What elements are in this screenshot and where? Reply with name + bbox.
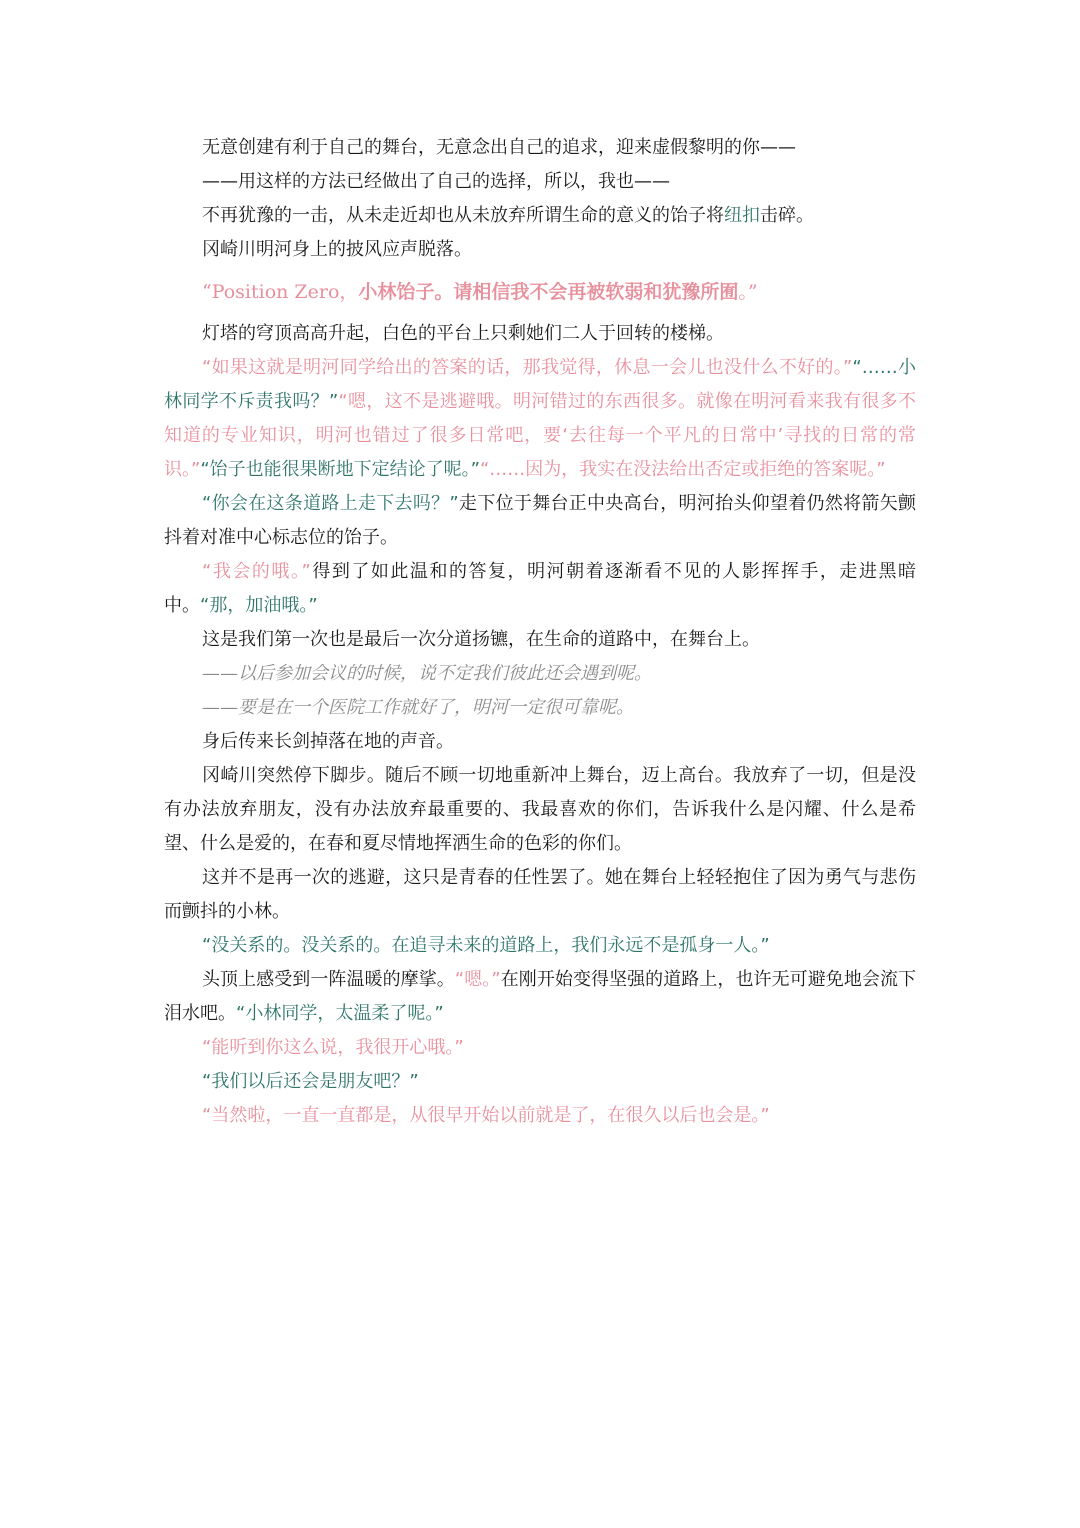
dialogue-paragraph: [164, 1031, 916, 1065]
paragraph: [164, 233, 916, 267]
pink-dialogue: “我会的哦。”: [202, 561, 311, 582]
green-dialogue: “那，加油哦。”: [200, 595, 318, 616]
narration-text: 击碎。: [760, 205, 814, 226]
paragraph: [164, 131, 916, 165]
pink-dialogue: “嗯，这不是逃避哦。明河错过的东西很多。就像在明河看来我有很多不知道的专业知识，明河也错过了很多日常吧，要‘去往每一个平凡的日常中’寻找的日常的常识。”: [164, 391, 916, 480]
declaration-prefix: “Position Zero，: [202, 281, 359, 303]
dialogue-paragraph: [164, 351, 916, 487]
green-dialogue: “饴子也能很果断地下定结论了呢。”: [200, 459, 480, 480]
pink-dialogue: “嗯。”: [454, 969, 501, 990]
green-dialogue: “小林同学，太温柔了呢。”: [236, 1003, 444, 1024]
inner-thought: [164, 657, 916, 691]
narration-text: 得到了如此温和的答复，明河朝着逐渐看不见的人影挥挥手，走进黑暗中。: [164, 561, 917, 616]
narration-text: 这并不是再一次的逃避，这只是青春的任性罢了。她在舞台上轻轻抱住了因为勇气与悲伤而颤抖的小林。: [164, 867, 916, 922]
paragraph: [164, 861, 916, 929]
dialogue-paragraph: [164, 1099, 916, 1133]
narration-text: 这是我们第一次也是最后一次分道扬镳，在生命的道路中，在舞台上。: [202, 629, 760, 650]
paragraph: [164, 623, 916, 657]
inner-thought: [164, 691, 916, 725]
green-dialogue: “我们以后还会是朋友吧？”: [202, 1071, 419, 1092]
declaration-line: [164, 275, 916, 309]
narration-text: 冈崎川突然停下脚步。随后不顾一切地重新冲上舞台，迈上高台。我放弃了一切，但是没有办法放弃朋友，没有办法放弃最重要的、我最喜欢的你们，告诉我什么是闪耀、什么是希望、什么是爱的，在春和夏尽情地挥洒生命的色彩的你们。: [164, 765, 916, 854]
narration-text: 不再犹豫的一击，从未走近却也从未放弃所谓生命的意义的饴子将: [202, 205, 724, 226]
dialogue-paragraph: [164, 929, 916, 963]
green-dialogue: “没关系的。没关系的。在追寻未来的道路上，我们永远不是孤身一人。”: [202, 935, 770, 956]
declaration-suffix: 。”: [738, 281, 758, 303]
green-dialogue: “你会在这条道路上走下去吗？”: [202, 493, 459, 514]
italic-text: ——要是在一个医院工作就好了，明河一定很可靠呢。: [202, 697, 634, 718]
dialogue-paragraph: [164, 963, 916, 1031]
pink-dialogue: “当然啦，一直一直都是，从很早开始以前就是了，在很久以后也会是。”: [202, 1105, 770, 1126]
narration-text: 冈崎川明河身上的披风应声脱落。: [202, 239, 472, 260]
dialogue-paragraph: [164, 1065, 916, 1099]
highlighted-word: 纽扣: [724, 205, 760, 226]
narration-text: 头顶上感受到一阵温暖的摩挲。: [202, 969, 455, 990]
paragraph: [164, 759, 916, 861]
narration-text: 灯塔的穹顶高高升起，白色的平台上只剩她们二人于回转的楼梯。: [202, 323, 724, 344]
declaration-text: 小林饴子。请相信我不会再被软弱和犹豫所囿: [358, 281, 739, 303]
story-text: [164, 131, 916, 1133]
paragraph: [164, 199, 916, 233]
pink-dialogue: “如果这就是明河同学给出的答案的话，那我觉得，休息一会儿也没什么不好的。”: [202, 357, 853, 378]
italic-text: ——以后参加会议的时候，说不定我们彼此还会遇到呢。: [202, 663, 652, 684]
pink-dialogue: “能听到你这么说，我很开心哦。”: [202, 1037, 464, 1058]
narration-text: 无意创建有利于自己的舞台，无意念出自己的追求，迎来虚假黎明的你——: [202, 137, 796, 158]
narration-text: 身后传来长剑掉落在地的声音。: [202, 731, 454, 752]
paragraph: [164, 317, 916, 351]
green-dialogue: “……小林同学不斥责我吗？”: [164, 357, 916, 412]
narration-text: ——用这样的方法已经做出了自己的选择，所以，我也——: [202, 171, 670, 192]
dialogue-paragraph: [164, 555, 916, 623]
paragraph: [164, 165, 916, 199]
narration-text: 在刚开始变得坚强的道路上，也许无可避免地会流下泪水吧。: [164, 969, 917, 1024]
dialogue-paragraph: [164, 487, 916, 555]
pink-dialogue: “……因为，我实在没法给出否定或拒绝的答案呢。”: [479, 459, 886, 480]
narration-text: 走下位于舞台正中央高台，明河抬头仰望着仍然将箭矢颤抖着对准中心标志位的饴子。: [164, 493, 917, 548]
paragraph: [164, 725, 916, 759]
